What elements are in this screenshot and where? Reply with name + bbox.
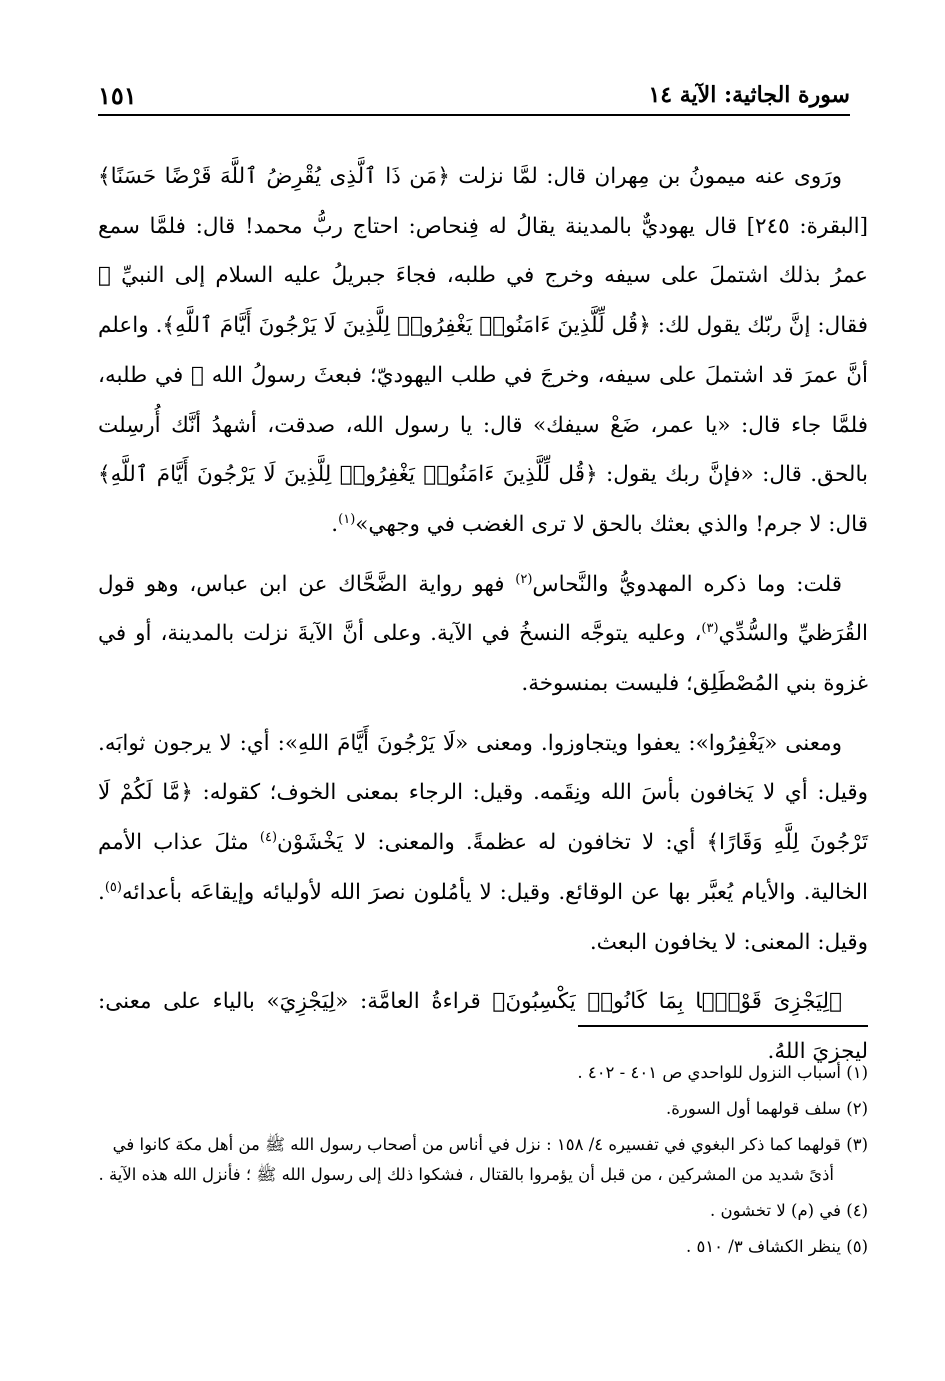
main-text: [98, 152, 868, 1077]
footnote-divider: [578, 1025, 868, 1027]
footnote: (٣) قولهما كما ذكر البغوي في تفسيره ٤/ ١٥٨ : نزل في أناس من أصحاب رسول الله ﷺ من أهل مكة كانوا في أذىً شديد من المشركين ، من قبل أن يؤمروا بالقتال ، فشكوا ذلك إلى رسول الله ﷺ ؛ فأنزل الله هذه الآية .: [98, 1135, 868, 1184]
paragraph-text: .: [331, 511, 339, 537]
footnote-ref: (١): [338, 511, 356, 527]
footnote-ref: (٥): [104, 879, 122, 895]
page-number: ١٥١: [98, 81, 137, 110]
paragraph-text: ومعنى «يَغْفِرُوا»: يعفوا ويتجاوزوا. ومعنى «لَا يَرْجُونَ أَيَّامَ اللهِ»: أي: لا يرجون ثوابَه. وقيل: أي لا يَخافون بأسَ الله ونِقَمه. وقيل: الرجاء بمعنى الخوف؛ كقوله: ﴿مَّا لَكُمْ لَا تَرْجُونَ لِلَّهِ وَقَارًا﴾ أي: لا تخافون له عظمةً. والمعنى: لا يَخْشَوْن: [98, 730, 868, 856]
footnote: (٤) في (م) لا تخشون .: [710, 1201, 868, 1220]
paragraph-text: مثلَ عذاب الأمم الخالية. والأيام يُعبَّر بها عن الوقائع. وقيل: لا يأمُلون نصرَ الله لأوليائه وإيقاعَه بأعدائه: [98, 830, 868, 905]
footnote: (١) أسباب النزول للواحدي ص ٤٠١ - ٤٠٢ .: [577, 1063, 868, 1082]
footnote: (٢) سلف قولهما أول السورة.: [666, 1099, 868, 1118]
running-header: [98, 78, 850, 116]
paragraph-text: ، وعليه يتوجَّه النسخُ في الآية. وعلى أنَّ الآيةَ نزلت بالمدينة، أو في غزوة بني المُصْطَلِق؛ فليست بمنسوخة.: [98, 621, 868, 697]
paragraph-text: قلت: وما ذكره المهدويُّ والنَّحاس: [532, 571, 842, 597]
footnote-ref: (٣): [701, 621, 719, 637]
paragraph: [98, 719, 868, 968]
paragraph-text: فهو رواية الضَّحَّاك عن ابن عباس، وهو قول القُرَظيِّ والسُّدِّي: [98, 571, 868, 647]
header-title: سورة الجاثية: الآية ١٤: [648, 82, 850, 108]
paragraph: [98, 152, 868, 550]
paragraph-text: ﴿لِيَجْزِىَ قَوْمًۢا بِمَا كَانُوا۟ يَكْسِبُونَ﴾ قراءةُ العامَّة: «لِيَجْزِيَ» بالياء على معنى: ليجزيَ اللهُ.: [98, 989, 868, 1064]
paragraph-text: . وقيل: المعنى: لا يخافون البعث.: [98, 879, 868, 955]
footnote-ref: (٢): [515, 571, 533, 587]
footnote: (٥) ينظر الكشاف ٣/ ٥١٠ .: [685, 1237, 868, 1256]
paragraph-text: ورَوى عنه ميمونُ بن مِهران قال: لمَّا نزلت ﴿مَن ذَا ٱلَّذِى يُقْرِضُ ٱللَّهَ قَرْضًا حَسَنًا﴾ [البقرة: ٢٤٥] قال يهوديٌّ بالمدينة يقالُ له فِنحاص: احتاج ربُّ محمد! قال: فلمَّا سمع عمرُ بذلك اشتملَ على سيفه وخرج في طلبه، فجاءَ جبريلُ عليه السلام إلى النبيِّ ﷺ فقال: إنَّ ربّك يقول لك: ﴿قُل لِّلَّذِينَ ءَامَنُوا۟ يَغْفِرُوا۟ لِلَّذِينَ لَا يَرْجُونَ أَيَّامَ ٱللَّهِ﴾. واعلم أنَّ عمرَ قد اشتملَ على سيفه، وخرجَ في طلب اليهوديّ؛ فبعثَ رسولُ الله ﷺ في طلبه، فلمَّا جاء قال: «يا عمر، ضَعْ سيفك» قال: يا رسول الله، صدقت، أشهدُ أنَّك أُرسِلت بالحق. قال: «فإنَّ ربك يقول: ﴿قُل لِّلَّذِينَ ءَامَنُوا۟ يَغْفِرُوا۟ لِلَّذِينَ لَا يَرْجُونَ أَيَّامَ ٱللَّهِ﴾ قال: لا جرم! والذي بعثك بالحق لا ترى الغضب في وجهي»: [98, 164, 868, 537]
paragraph: [98, 560, 868, 709]
footnote-ref: (٤): [259, 829, 278, 845]
footnotes: [98, 1058, 868, 1268]
